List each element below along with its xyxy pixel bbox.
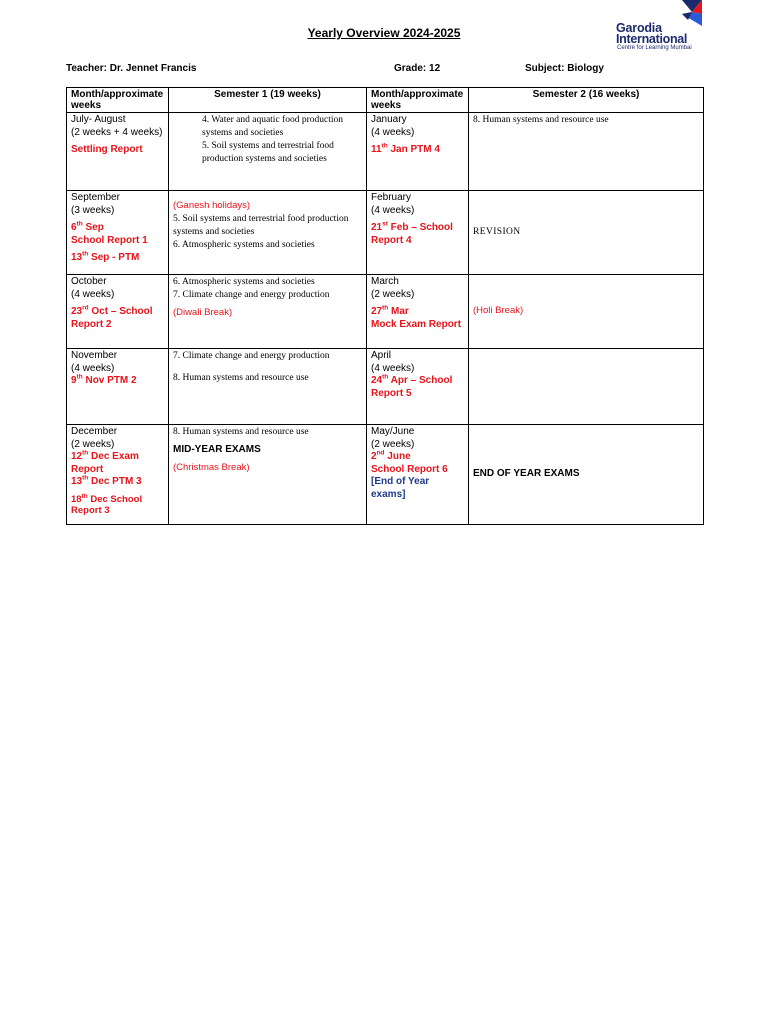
event-label: 23rd Oct – School Report 2 <box>71 304 153 330</box>
event-label: 24th Apr – School Report 5 <box>371 373 453 399</box>
event-label: 13th Sep - PTM <box>71 250 140 263</box>
exam-label: MID-YEAR EXAMS <box>173 444 261 455</box>
revision-label: REVISION <box>473 227 521 237</box>
weeks-label: (2 weeks + 4 weeks) <box>71 126 163 138</box>
month-cell <box>67 275 169 349</box>
month-label: October <box>71 276 107 287</box>
event-label: [End of Year exams] <box>371 476 430 500</box>
topics-cell <box>169 191 367 275</box>
event-label: 12th Dec Exam Report <box>71 449 139 475</box>
holiday-label: (Diwali Break) <box>173 307 233 318</box>
topic-item: 5. Soil systems and terrestrial food production systems and societies <box>173 213 349 237</box>
header-month-weeks-2: Month/approximate weeks <box>367 88 469 113</box>
topic-item: 8. Human systems and resource use <box>473 115 609 125</box>
header-semester-1: Semester 1 (19 weeks) <box>169 88 367 113</box>
header-month-weeks-1: Month/approximate weeks <box>67 88 169 113</box>
month-cell <box>67 191 169 275</box>
topics-cell <box>169 349 367 425</box>
event-label: 6th Sep <box>71 220 104 233</box>
event-label: 2nd June <box>371 449 411 462</box>
table-row <box>67 191 704 275</box>
holiday-label: (Christmas Break) <box>173 461 250 473</box>
month-label: December <box>71 426 118 437</box>
weeks-label: (4 weeks) <box>71 362 115 374</box>
page-title: Yearly Overview 2024-2025 <box>307 26 461 40</box>
month-label: March <box>371 276 399 287</box>
topic-item: 7. Climate change and energy production <box>173 351 330 361</box>
table-row <box>67 113 704 191</box>
month-cell <box>67 425 169 525</box>
logo-text-line2: International <box>616 32 688 46</box>
weeks-label: (4 weeks) <box>371 204 415 216</box>
topics-cell <box>469 275 704 349</box>
month-cell <box>367 191 469 275</box>
table-row <box>67 275 704 349</box>
yearly-overview-table <box>66 87 704 525</box>
table-header-row <box>67 88 704 113</box>
month-label: November <box>71 350 118 361</box>
weeks-label: (3 weeks) <box>71 204 115 216</box>
month-cell <box>367 425 469 525</box>
topics-cell <box>469 191 704 275</box>
logo-text-line1: Garodia <box>616 21 662 35</box>
event-label: Mock Exam Report <box>371 318 462 330</box>
teacher-label: Teacher: Dr. Jennet Francis <box>66 63 197 74</box>
topics-cell <box>169 113 367 191</box>
month-label: May/June <box>371 426 415 437</box>
event-label: School Report 6 <box>371 463 448 475</box>
weeks-label: (2 weeks) <box>71 438 115 450</box>
table-row <box>67 425 704 525</box>
topic-item: 6. Atmospheric systems and societies <box>173 239 315 250</box>
topic-item: 7. Climate change and energy production <box>173 290 330 300</box>
event-label: Settling Report <box>71 144 143 155</box>
event-label: 9th Nov PTM 2 <box>71 373 137 386</box>
weeks-label: (4 weeks) <box>71 288 115 300</box>
event-label: 13th Dec PTM 3 <box>71 474 142 487</box>
holiday-label: (Holi Break) <box>473 305 524 317</box>
month-cell <box>367 275 469 349</box>
event-label: 18th Dec School Report 3 <box>71 492 143 516</box>
event-label: 21st Feb – School Report 4 <box>371 220 453 246</box>
table-row <box>67 349 704 425</box>
event-label: School Report 1 <box>71 234 148 246</box>
weeks-label: (4 weeks) <box>371 126 415 138</box>
month-cell <box>67 349 169 425</box>
topic-item: 4. Water and aquatic food production systems and societies <box>202 115 343 138</box>
event-label: 27th Mar <box>371 304 409 317</box>
month-label: April <box>371 350 392 361</box>
topics-cell <box>469 349 704 425</box>
topic-item: 5. Soil systems and terrestrial food production systems and societies <box>202 141 334 164</box>
topic-item: 8. Human systems and resource use <box>173 427 309 437</box>
topics-cell <box>469 113 704 191</box>
subject-label: Subject: Biology <box>525 63 604 74</box>
topics-cell <box>169 425 367 525</box>
holiday-label: (Ganesh holidays) <box>173 200 251 211</box>
garodia-logo <box>612 0 712 60</box>
month-label: July- August <box>71 114 126 125</box>
event-label: 11th Jan PTM 4 <box>371 142 440 155</box>
month-cell <box>367 113 469 191</box>
topic-item: 8. Human systems and resource use <box>173 373 309 383</box>
month-label: September <box>71 192 120 203</box>
weeks-label: (2 weeks) <box>371 438 415 450</box>
topic-item: 6. Atmospheric systems and societies <box>173 277 315 287</box>
topics-cell <box>469 425 704 525</box>
weeks-label: (2 weeks) <box>371 288 415 300</box>
month-cell <box>367 349 469 425</box>
month-label: January <box>371 114 407 125</box>
grade-label: Grade: 12 <box>394 63 441 74</box>
month-cell <box>67 113 169 191</box>
month-label: February <box>371 192 412 203</box>
logo-text-line3: Centre for Learning Mumbai <box>617 45 692 51</box>
logo-mark-icon <box>672 0 716 30</box>
exam-label: END OF YEAR EXAMS <box>473 468 580 480</box>
header-semester-2: Semester 2 (16 weeks) <box>469 88 704 113</box>
topics-cell <box>169 275 367 349</box>
weeks-label: (4 weeks) <box>371 362 415 374</box>
